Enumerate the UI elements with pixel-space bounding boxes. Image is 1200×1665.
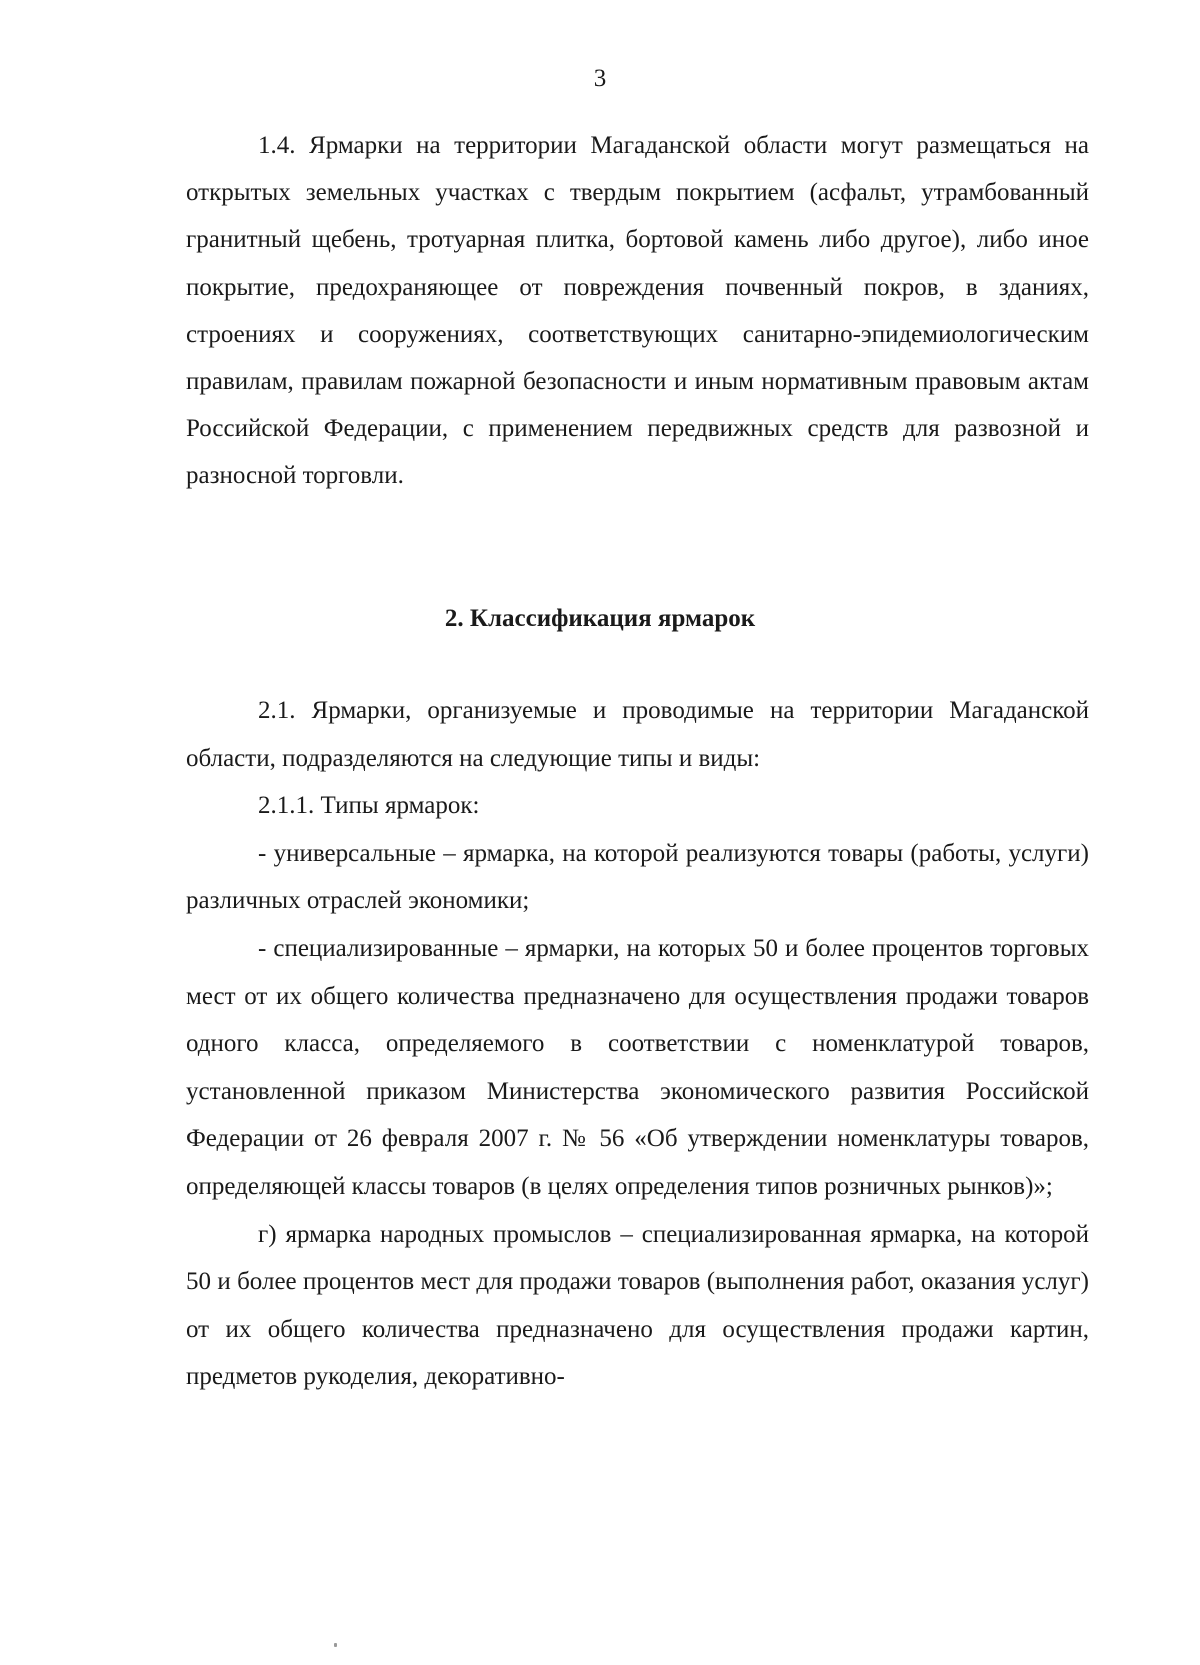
paragraph-1-4: 1.4. Ярмарки на территории Магаданской области могут размещаться на открытых земельных участках с твердым покрытием (асфальт, утрамбованный гранитный щебень, тротуарная плитка, бортовой камень либо другое), либо иное покрытие, предохраняющее от повреждения почвенный покров, в зданиях, строениях и сооружениях, соответствующих санитарно-эпидемиологическим правилам, правилам пожарной безопасности и иным нормативным правовым актам Российской Федерации, с применением передвижных средств для развозной и разносной торговли. bbox=[186, 132, 1089, 490]
list-item-specialized: - специализированные – ярмарки, на которых 50 и более процентов торговых мест от их общего количества предназначено для осуществления продажи товаров одного класса, определяемого в соответствии с номенклатурой товаров, установленной приказом Министерства экономического развития Российской Федерации от 26 февраля 2007 г. № 56 «Об утверждении номенклатуры товаров, определяющей классы товаров (в целях определения типов розничных рынков)»; bbox=[186, 934, 1089, 1200]
section-1-body bbox=[186, 122, 1089, 500]
section-heading: 2. Классификация ярмарок bbox=[444, 605, 756, 632]
section-2-body bbox=[186, 687, 1089, 1401]
list-item-universal: - универсальные – ярмарка, на которой реализуются товары (работы, услуги) различных отраслей экономики; bbox=[186, 839, 1089, 915]
scan-artifact bbox=[334, 1643, 337, 1647]
paragraph-2-1-1: 2.1.1. Типы ярмарок: bbox=[258, 792, 480, 820]
list-item-folk-crafts: г) ярмарка народных промыслов – специализированная ярмарка, на которой 50 и более процентов мест для продажи товаров (выполнения работ, оказания услуг) от их общего количества предназначено для осуществления продажи картин, предметов рукоделия, декоративно- bbox=[186, 1220, 1089, 1391]
paragraph-2-1: 2.1. Ярмарки, организуемые и проводимые на территории Магаданской области, подразделяются на следующие типы и виды: bbox=[186, 697, 1089, 772]
page-number: 3 bbox=[593, 65, 607, 92]
